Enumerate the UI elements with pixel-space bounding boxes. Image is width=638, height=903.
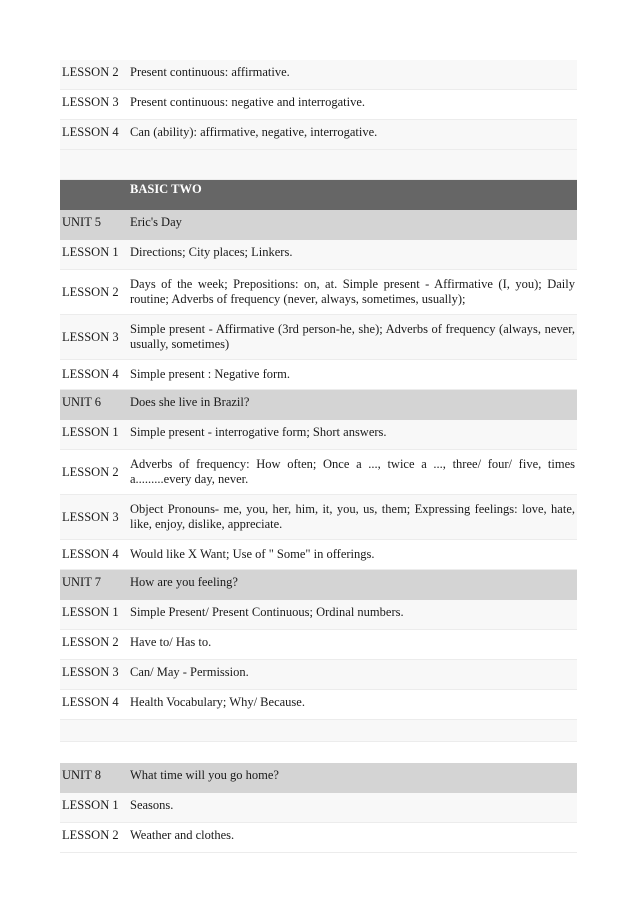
row-text: Days of the week; Prepositions: on, at. Simple present - Affirmative (I, you); Daily routine; Adverbs of frequency (never, always, sometimes, usually);	[130, 277, 575, 306]
unit-title: How are you feeling?	[130, 575, 238, 589]
unit-row	[60, 570, 577, 600]
table-row	[60, 690, 577, 720]
table-row	[60, 793, 577, 823]
section-title: BASIC TWO	[130, 182, 202, 196]
row-text: Simple present : Negative form.	[130, 367, 291, 381]
row-label: LESSON 1	[62, 425, 119, 439]
row-text: Can (ability): affirmative, negative, interrogative.	[130, 125, 378, 139]
row-label: UNIT 8	[62, 768, 102, 782]
row-label: LESSON 4	[62, 367, 119, 381]
empty-row	[60, 720, 577, 742]
unit-row	[60, 390, 577, 420]
row-text: Health Vocabulary; Why/ Because.	[130, 695, 305, 709]
row-label: LESSON 4	[62, 547, 119, 561]
row-label: UNIT 6	[62, 395, 102, 409]
table-row	[60, 495, 577, 540]
row-text: Adverbs of frequency: How often; Once a ..., twice a ..., three/ four/ five, times a.........every day, never.	[130, 457, 575, 486]
table-row	[60, 600, 577, 630]
row-label: LESSON 2	[62, 464, 119, 479]
row-text: Weather and clothes.	[130, 828, 235, 842]
row-text: Simple Present/ Present Continuous; Ordinal numbers.	[130, 605, 404, 619]
unit-row	[60, 210, 577, 240]
row-label	[60, 180, 129, 209]
row-label: UNIT 7	[62, 575, 102, 589]
row-text: Have to/ Has to.	[130, 635, 212, 649]
unit-title: Eric's Day	[130, 215, 182, 229]
table-row	[60, 270, 577, 315]
row-label: LESSON 3	[62, 95, 119, 109]
table-row	[60, 660, 577, 690]
table-row	[60, 120, 577, 150]
row-text: Present continuous: affirmative.	[130, 65, 290, 79]
row-label: LESSON 1	[62, 245, 119, 259]
row-label: LESSON 3	[62, 665, 119, 679]
row-label: LESSON 2	[62, 635, 119, 649]
table-row	[60, 60, 577, 90]
row-text: Can/ May - Permission.	[130, 665, 249, 679]
row-text: Directions; City places; Linkers.	[130, 245, 293, 259]
row-text: Object Pronouns- me, you, her, him, it, you, us, them; Expressing feelings: love, hate, like, enjoy, dislike, appreciate.	[130, 502, 575, 531]
table-row	[60, 823, 577, 853]
row-text	[129, 150, 577, 179]
row-label: LESSON 2	[62, 828, 119, 842]
row-text: Simple present - Affirmative (3rd person-he, she); Adverbs of frequency (always, never, usually, sometimes)	[130, 322, 575, 351]
table-row	[60, 540, 577, 570]
unit-title: What time will you go home?	[130, 768, 279, 782]
row-text: Simple present - interrogative form; Short answers.	[130, 425, 387, 439]
row-label: LESSON 4	[62, 125, 119, 139]
row-label	[60, 150, 129, 179]
table-row	[60, 360, 577, 390]
row-text: Would like X Want; Use of " Some" in offerings.	[130, 547, 375, 561]
unit-title: Does she live in Brazil?	[130, 395, 250, 409]
table-row	[60, 630, 577, 660]
row-label: UNIT 5	[62, 215, 102, 229]
blank-gap	[60, 742, 577, 763]
table-row	[60, 315, 577, 360]
unit-row	[60, 763, 577, 793]
row-text: Present continuous: negative and interrogative.	[130, 95, 366, 109]
row-label: LESSON 4	[62, 695, 119, 709]
empty-row	[60, 150, 577, 180]
row-label: LESSON 1	[62, 605, 119, 619]
row-label: LESSON 1	[62, 798, 119, 812]
row-label: LESSON 2	[62, 65, 119, 79]
table-row	[60, 90, 577, 120]
row-label: LESSON 3	[62, 509, 119, 524]
row-label: LESSON 3	[62, 329, 119, 344]
section-header-basic-two	[60, 180, 577, 210]
row-text: Seasons.	[130, 798, 174, 812]
table-row	[60, 240, 577, 270]
row-label: LESSON 2	[62, 284, 119, 299]
table-row	[60, 450, 577, 495]
syllabus-table	[60, 60, 577, 853]
table-row	[60, 420, 577, 450]
